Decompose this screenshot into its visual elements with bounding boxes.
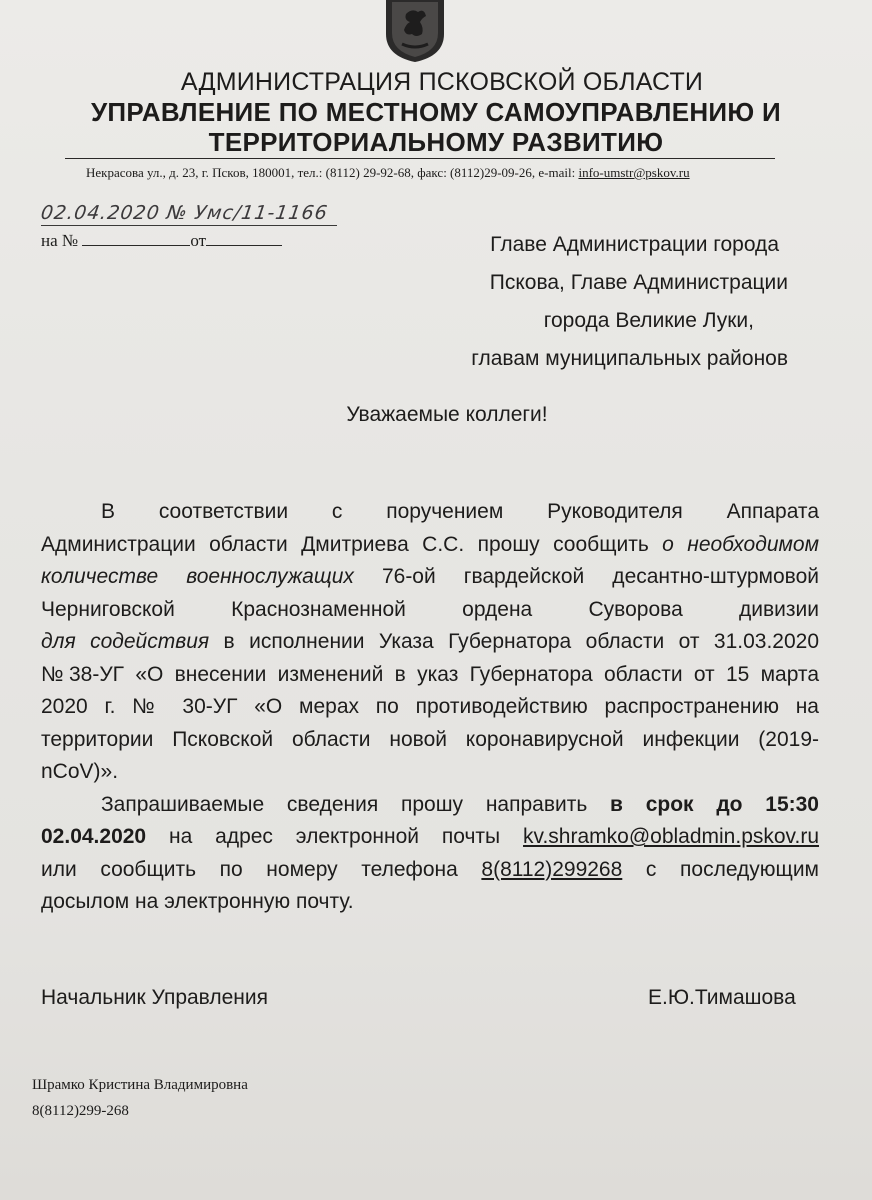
body-text: в исполнении Указа Губернатора области от 31.03.2020 [209,630,819,653]
executor-block [32,1072,248,1124]
deadline-date: 02.04.2020 [41,825,147,848]
address-text: Некрасова ул., д. 23, г. Псков, 180001, тел.: (8112) 29-92-68, факс: (8112)29-09-26, e-mail: [86,165,579,180]
handwritten-outgoing-number: 02.04.2020 № Умс/11-1166 [39,202,330,224]
signatory-position: Начальник Управления [41,986,268,1009]
reference-from-label: от [190,231,207,250]
body-text-italic: для содействия [41,630,210,653]
body-text: 76-ой гвардейской десантно-штурмовой [353,565,819,588]
body-text: с последующим [622,857,819,881]
reference-line [41,231,282,251]
body-text: на адрес электронной почты [146,825,524,848]
body-text: Запрашиваемые сведения прошу направить [101,792,611,816]
executor-phone: 8(8112)299-268 [32,1103,129,1119]
body-text: или сообщить по номеру телефона [41,857,482,881]
letter-body [41,496,819,919]
email-link[interactable]: info-umstr@pskov.ru [578,165,690,180]
coat-of-arms-icon [382,0,448,62]
outgoing-number-underline [41,225,337,226]
body-line [41,561,819,594]
department-title-line-2: ТЕРРИТОРИАЛЬНОМУ РАЗВИТИЮ [208,127,664,157]
department-title-line-1: УПРАВЛЕНИЕ ПО МЕСТНОМУ САМОУПРАВЛЕНИЮ И [90,97,782,127]
body-line [41,789,819,822]
contact-phone-link[interactable]: 8(8112)299268 [481,857,623,881]
body-text-italic: количестве военнослужащих [41,565,354,588]
body-line: №38-УГ «О внесении изменений в указ Губернатора области от 15 марта [41,662,819,686]
body-line [41,626,819,659]
deadline-text: в срок до 15:30 [610,792,819,816]
addressee-line: Главе Администрации города [490,233,779,256]
addressee-line: города Великие Луки, [543,309,754,332]
body-line [41,821,819,854]
reference-prefix: на № [41,231,79,250]
reference-date-blank [206,231,282,246]
body-line: Черниговской Краснознаменной ордена Суворова дивизии [41,597,819,621]
body-text: Администрации области Дмитриева С.С. прошу сообщить [41,532,663,556]
signatory-name: Е.Ю.Тимашова [648,986,796,1009]
contact-email-link[interactable]: kv.shramko@obladmin.pskov.ru [523,825,819,848]
body-line: nCoV)». [41,760,119,783]
header-divider [65,158,775,159]
addressee-line: Пскова, Главе Администрации [489,271,788,294]
contact-address [86,165,690,181]
addressee-block [368,226,788,378]
body-line: В соответствии с поручением Руководителя Аппарата [101,500,819,523]
reference-number-blank [82,231,190,246]
addressee-line: главам муниципальных районов [471,347,788,370]
body-line [41,854,819,887]
executor-name: Шрамко Кристина Владимировна [32,1077,248,1093]
body-line: досылом на электронную почту. [41,890,354,913]
body-text-italic: о необходимом [662,532,819,556]
salutation: Уважаемые коллеги! [346,403,548,426]
body-line: территории Псковской области новой коронавирусной инфекции (2019- [41,727,819,751]
organization-title: АДМИНИСТРАЦИЯ ПСКОВСКОЙ ОБЛАСТИ [180,68,704,96]
body-line [41,529,819,562]
body-line: 2020 г. № 30-УГ «О мерах по противодействию распространению на [41,695,819,718]
